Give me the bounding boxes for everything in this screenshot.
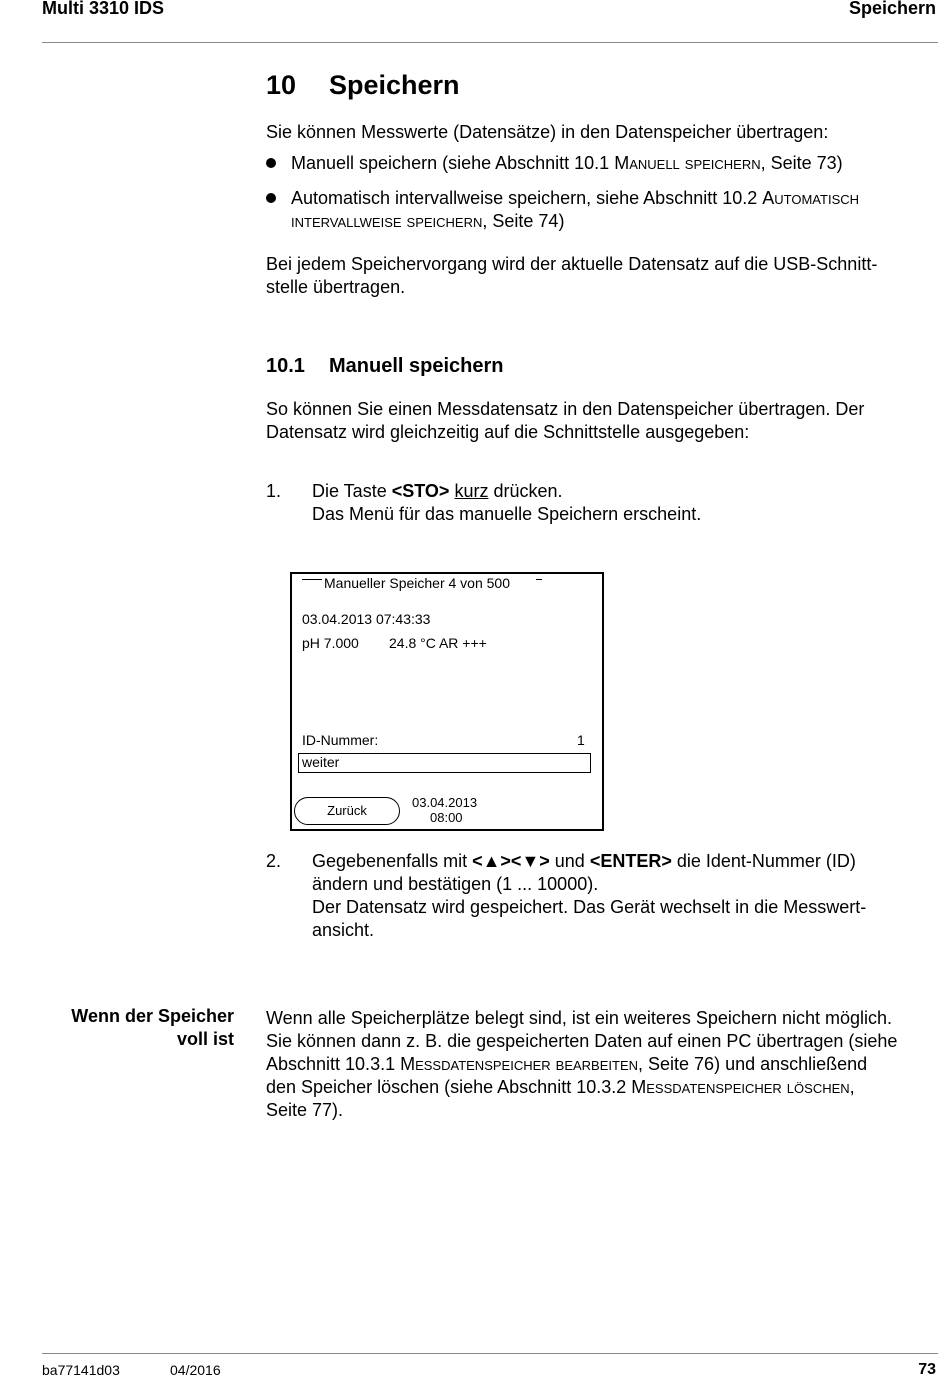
usb-note-line-1: Bei jedem Speichervorgang wird der aktuelle Datensatz auf die USB-Schnitt- bbox=[266, 254, 878, 274]
key-enter: <ENTER> bbox=[589, 851, 672, 871]
paragraph-text: Abschnitt 10.3.1 bbox=[266, 1054, 401, 1074]
bullet-dot bbox=[266, 158, 276, 168]
step-1-line-2: Das Menü für das manuelle Speichern erscheint. bbox=[312, 504, 702, 524]
bullet-dot bbox=[266, 193, 276, 203]
key-arrows: <▲><▼> bbox=[472, 851, 550, 871]
page-number: 73 bbox=[918, 1361, 936, 1378]
device-screen bbox=[290, 572, 604, 831]
bullet-item-manual bbox=[291, 152, 843, 175]
step-2-line-3: Der Datensatz wird gespeichert. Das Gerät wechselt in die Messwert- bbox=[312, 897, 867, 917]
full-memory-line-1: Wenn alle Speicherplätze belegt sind, ist ein weiteres Speichern nicht möglich. bbox=[266, 1008, 893, 1028]
screen-continue-label: weiter bbox=[302, 754, 340, 770]
screen-id-label: ID-Nummer: bbox=[302, 732, 379, 748]
cross-reference: intervallweise speichern bbox=[291, 211, 483, 231]
cross-reference: Manuell speichern bbox=[614, 153, 761, 173]
cross-reference: Automatisch bbox=[762, 188, 860, 208]
section-title: Manuell speichern bbox=[329, 355, 504, 377]
header-rule bbox=[42, 42, 938, 43]
paragraph-text: den Speicher löschen (siehe Abschnitt 10.3.2 bbox=[266, 1077, 632, 1097]
step-text: die Ident-Nummer (ID) bbox=[671, 851, 856, 871]
header-section-title: Speichern bbox=[848, 0, 936, 18]
screen-ph-value: pH 7.000 bbox=[302, 635, 359, 651]
side-label-line-2: voll ist bbox=[176, 1029, 234, 1049]
full-memory-line-3 bbox=[266, 1053, 867, 1076]
step-text: Die Taste bbox=[312, 481, 392, 501]
step-text: drücken. bbox=[488, 481, 563, 501]
full-memory-line-5: Seite 77). bbox=[266, 1100, 344, 1120]
bullet-text: Manuell speichern (siehe Abschnitt 10.1 bbox=[291, 153, 615, 173]
bullet-text: , Seite 74) bbox=[482, 211, 565, 231]
screen-datetime: 03.04.2013 07:43:33 bbox=[302, 611, 431, 627]
screen-id-value: 1 bbox=[577, 732, 585, 748]
emphasis-short: kurz bbox=[454, 481, 489, 501]
section-intro-line-2: Datensatz wird gleichzeitig auf die Schnittstelle ausgegeben: bbox=[266, 422, 750, 442]
step-text: Gegebenenfalls mit bbox=[312, 851, 473, 871]
step-text: und bbox=[549, 851, 590, 871]
screen-footer-date: 03.04.2013 bbox=[412, 795, 478, 810]
step-2-line-4: ansicht. bbox=[312, 920, 375, 940]
bullet-item-automatic-cont bbox=[291, 210, 564, 233]
full-memory-line-4 bbox=[266, 1076, 855, 1099]
full-memory-line-2: Sie können dann z. B. die gespeicherten Daten auf einen PC übertragen (siehe bbox=[266, 1031, 898, 1051]
step-1-number: 1. bbox=[266, 481, 282, 501]
header-doc-title: Multi 3310 IDS bbox=[42, 0, 165, 18]
step-2-line-1 bbox=[312, 850, 856, 873]
footer-date: 04/2016 bbox=[170, 1362, 221, 1378]
paragraph-text: , bbox=[849, 1077, 855, 1097]
screen-continue-field[interactable] bbox=[298, 753, 591, 773]
section-number: 10.1 bbox=[266, 355, 305, 377]
chapter-number: 10 bbox=[266, 70, 297, 100]
step-2-line-2: ändern und bestätigen (1 ... 10000). bbox=[312, 874, 599, 894]
cross-reference: Messdatenspeicher löschen bbox=[631, 1077, 850, 1097]
screen-temperature: 24.8 °C AR +++ bbox=[389, 635, 487, 651]
title-rule-right bbox=[536, 579, 542, 580]
bullet-item-automatic bbox=[291, 187, 859, 210]
section-intro-line-1: So können Sie einen Messdatensatz in den Datenspeicher übertragen. Der bbox=[266, 399, 865, 419]
step-2-number: 2. bbox=[266, 851, 282, 871]
usb-note-line-2: stelle übertragen. bbox=[266, 277, 406, 297]
screen-title: Manueller Speicher 4 von 500 bbox=[324, 575, 511, 591]
screen-footer-time: 08:00 bbox=[430, 810, 463, 825]
footer-rule bbox=[42, 1353, 938, 1354]
side-label-line-1: Wenn der Speicher bbox=[71, 1006, 234, 1026]
paragraph-text: , Seite 76) und anschließend bbox=[638, 1054, 868, 1074]
footer-doc-id: ba77141d03 bbox=[42, 1362, 120, 1378]
intro-paragraph: Sie können Messwerte (Datensätze) in den Datenspeicher übertragen: bbox=[266, 122, 829, 142]
back-button[interactable]: Zurück bbox=[294, 797, 400, 825]
key-sto: <STO> bbox=[391, 481, 450, 501]
step-1-line-1 bbox=[312, 480, 563, 503]
chapter-title: Speichern bbox=[329, 70, 460, 100]
bullet-text: , Seite 73) bbox=[760, 153, 843, 173]
cross-reference: Messdatenspeicher bearbeiten bbox=[400, 1054, 639, 1074]
bullet-text: Automatisch intervallweise speichern, siehe Abschnitt 10.2 bbox=[291, 188, 763, 208]
